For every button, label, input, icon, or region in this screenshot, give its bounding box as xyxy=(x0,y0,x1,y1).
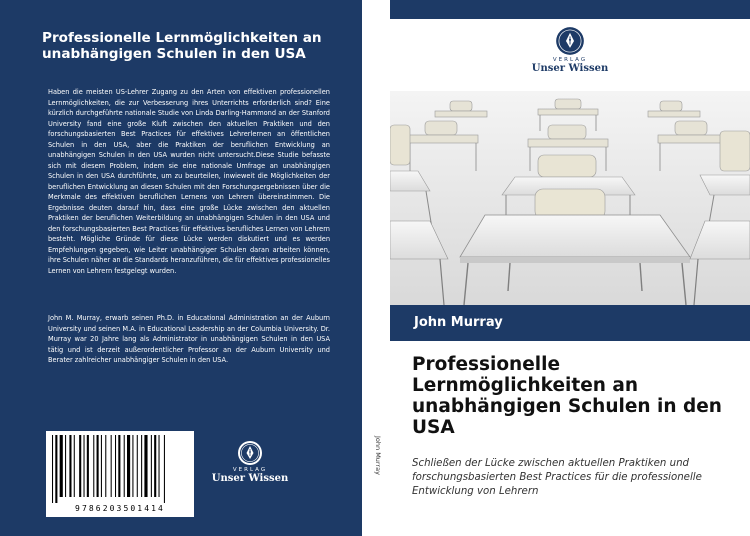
back-publisher-logo xyxy=(208,440,292,496)
pen-nib-emblem-icon xyxy=(555,26,585,56)
front-cover-subtitle: Schließen der Lücke zwischen aktuellen Praktiken und forschungsbasierten Best Practices für die professionelle Entwicklung von Lehrern xyxy=(412,458,702,497)
back-cover xyxy=(0,0,362,536)
publisher-verlag-label: VERLAG xyxy=(552,57,588,63)
book-spine xyxy=(362,0,390,536)
publisher-verlag-label: VERLAG xyxy=(232,467,268,473)
author-bio: John M. Murray, erwarb seinen Ph.D. in Educational Administration an der Auburn University und seinen M.A. in Educational Leadership an der Columbia University. Dr. Murray war 20 Jahre lang als Administrator in unabhängigen Schulen in den USA tätig und ist derzeit außerordentlicher Professor an der Auburn University und Berater zahlreicher unabhängiger Schulen in den USA. xyxy=(48,314,330,364)
back-cover-blurb: Haben die meisten US-Lehrer Zugang zu den Arten von effektiven professionellen Lernmöglichkeiten, die zur Verbesserung ihres Unterrichts erforderlich sind? Eine kürzlich durchgeführte nationale Studie von Linda Darling-Hammond an der Stanford University fand eine große Kluft zwischen den aktuellen Praktiken und den forschungsbasierten Best Practices für effektives Lehrerlernen an öffentlichen Schulen in den USA, aber die Praktiken der beruflichen Entwicklung an unabhängigen Schulen in den USA wurden nicht untersucht.Diese Studie befasste sich mit diesem Problem, indem sie eine nationale Umfrage an unabhängigen Schulen in den USA durchführte, um zu beurteilen, inwieweit die Möglichkeiten der beruflichen Entwicklung an diesen Schulen mit den Forschungsergebnissen über die Merkmale des effektiven beruflichen Lernens von Lehrern übereinstimmen. Die Ergebnisse deuten darauf hin, dass eine große Lücke zwischen den aktuellen Praktiken der beruflichen Weiterbildung an unabhängigen Schulen in den USA und den forschungsbasierten Best Practices für effektives berufliches Lernen von Lehrern besteht. Mögliche Gründe für diese Lücke werden diskutiert und es werden Empfehlungen gegeben, wie Leiter unabhängiger Schulen daran arbeiten können, ihre Schulen näher an die Standards heranzuführen, die für effektives professionelles Lernen von Lehrern festgelegt wurden. xyxy=(48,88,330,275)
front-author: John Murray xyxy=(414,315,503,330)
front-top-bar xyxy=(390,0,750,19)
spine-author: John Murray xyxy=(374,436,382,475)
publisher-name: Unser Wissen xyxy=(531,63,609,74)
author-band xyxy=(390,305,750,341)
front-publisher-logo xyxy=(520,26,620,74)
barcode-icon xyxy=(50,435,190,503)
publisher-name: Unser Wissen xyxy=(211,473,289,484)
front-cover-title: Professionelle Lernmöglichkeiten an unabhängigen Schulen in den USA xyxy=(412,354,722,438)
front-cover xyxy=(390,0,750,536)
back-cover-title: Professionelle Lernmöglichkeiten an unabhängigen Schulen in den USA xyxy=(42,30,322,62)
isbn-barcode xyxy=(46,431,194,517)
pen-nib-emblem-icon xyxy=(237,440,263,466)
barcode-digits: 9786203501414 xyxy=(75,504,165,513)
classroom-illustration xyxy=(390,91,750,305)
classroom-desks-photo xyxy=(390,91,750,305)
